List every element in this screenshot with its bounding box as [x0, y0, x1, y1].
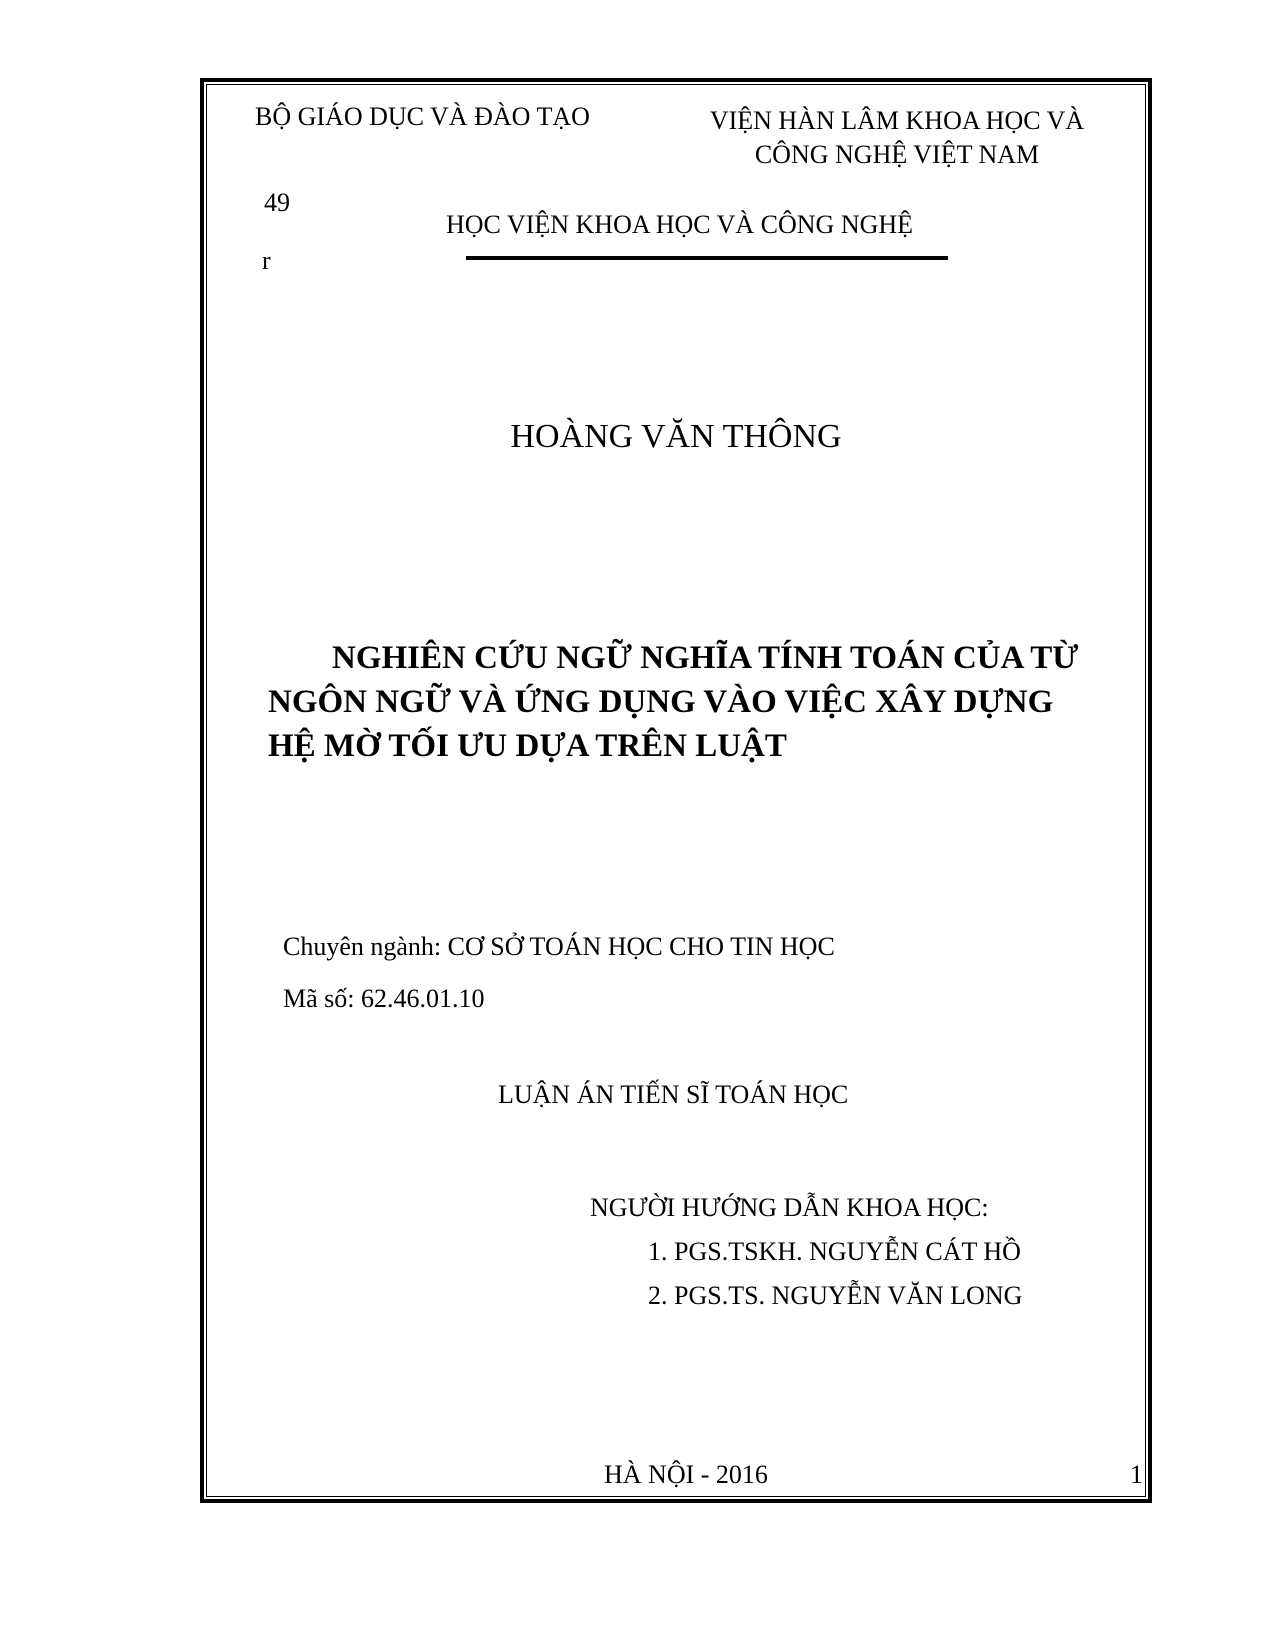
specialization: Chuyên ngành: CƠ SỞ TOÁN HỌC CHO TIN HỌC — [283, 932, 835, 961]
author-name: HOÀNG VĂN THÔNG — [510, 418, 842, 455]
code-number: Mã số: 62.46.01.10 — [283, 984, 485, 1013]
margin-letter: r — [262, 246, 271, 275]
margin-number: 49 — [264, 188, 290, 217]
institute-name: HỌC VIỆN KHOA HỌC VÀ CÔNG NGHỆ — [446, 210, 914, 239]
academy-name-line1: VIỆN HÀN LÂM KHOA HỌC VÀ — [709, 106, 1085, 135]
thesis-title: NGHIÊN CỨU NGỮ NGHĨA TÍNH TOÁN CỦA TỪ NGÔN NGỮ VÀ ỨNG DỤNG VÀO VIỆC XÂY DỰNG HỆ MỜ TỐI ƯU DỰA TRÊN LUẬT — [268, 640, 1079, 764]
degree-type: LUẬN ÁN TIẾN SĨ TOÁN HỌC — [498, 1080, 849, 1109]
advisor-2: 2. PGS.TS. NGUYỄN VĂN LONG — [648, 1281, 1023, 1310]
ministry-name: BỘ GIÁO DỤC VÀ ĐÀO TẠO — [255, 102, 590, 131]
advisor-1: 1. PGS.TSKH. NGUYỄN CÁT HỒ — [648, 1237, 1021, 1266]
page-number: 1 — [1130, 1460, 1143, 1489]
academy-name — [688, 104, 1106, 172]
advisors-heading: NGƯỜI HƯỚNG DẪN KHOA HỌC: — [590, 1193, 989, 1222]
academy-name-line2: CÔNG NGHỆ VIỆT NAM — [754, 140, 1040, 169]
advisors-block — [590, 1186, 1022, 1318]
place-year: HÀ NỘI - 2016 — [604, 1460, 768, 1489]
header-rule — [466, 256, 948, 260]
